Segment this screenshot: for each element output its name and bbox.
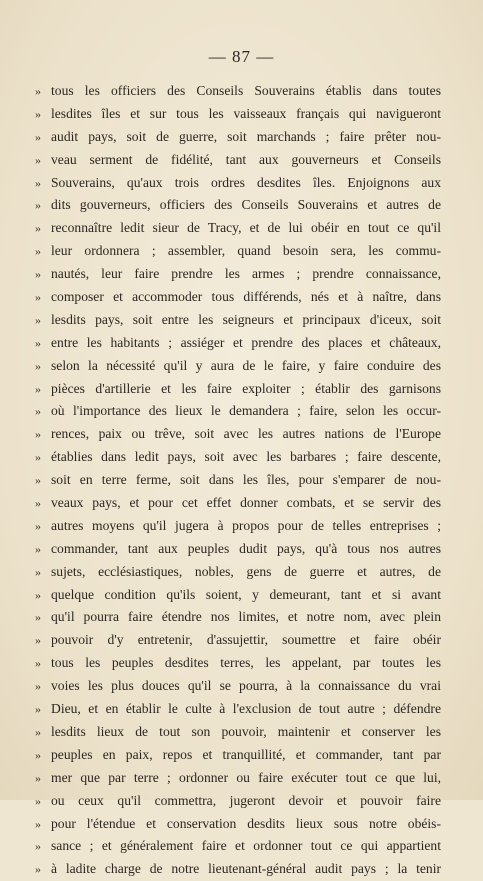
text-line [35, 172, 441, 195]
body-text [35, 80, 441, 881]
quote-mark: » [35, 496, 41, 511]
quote-mark: » [35, 793, 41, 808]
quote-mark: » [35, 427, 41, 442]
line-text: ou ceux qu'il commettra, jugeront devoir et pouvoir faire [51, 792, 441, 808]
quote-mark: » [35, 450, 41, 465]
text-line [35, 400, 441, 423]
quote-mark: » [35, 267, 41, 282]
line-text: qu'il pourra faire étendre nos limites, et notre nom, avec plein [51, 609, 441, 625]
text-line [35, 721, 441, 744]
quote-mark: » [35, 702, 41, 717]
text-line [35, 744, 441, 767]
quote-mark: » [35, 770, 41, 785]
line-text: nautés, leur faire prendre les armes ; prendre connaissance, [51, 266, 441, 282]
quote-mark: » [35, 473, 41, 488]
line-text: où l'importance des lieux le demandera ; faire, selon les occur- [51, 403, 441, 419]
line-text: composer et accommoder tous différends, nés et à naître, dans [51, 289, 441, 305]
text-line [35, 126, 441, 149]
quote-mark: » [35, 816, 41, 831]
quote-mark: » [35, 106, 41, 121]
text-line [35, 652, 441, 675]
text-line [35, 515, 441, 538]
text-line [35, 606, 441, 629]
quote-mark: » [35, 862, 41, 877]
text-line [35, 240, 441, 263]
quote-mark: » [35, 679, 41, 694]
line-text: veaux pays, et pour cet effet donner combats, et se servir des [51, 495, 441, 511]
quote-mark: » [35, 129, 41, 144]
text-line [35, 423, 441, 446]
quote-mark: » [35, 404, 41, 419]
line-text: peuples en paix, repos et tranquillité, et commander, tant par [51, 746, 441, 762]
line-text: tous les officiers des Conseils Souverains établis dans toutes [51, 83, 441, 98]
text-line [35, 194, 441, 217]
text-line [35, 355, 441, 378]
text-line [35, 767, 441, 790]
line-text: pour l'étendue et conservation desdits lieux sous notre obéis- [51, 815, 441, 831]
quote-mark: » [35, 564, 41, 579]
line-text: établies dans ledit pays, soit avec les barbares ; faire descente, [51, 449, 441, 465]
text-line [35, 469, 441, 492]
text-line [35, 446, 441, 469]
line-text: pièces d'artillerie et les faire exploiter ; établir des garnisons [51, 380, 441, 396]
quote-mark: » [35, 587, 41, 602]
quote-mark: » [35, 290, 41, 305]
text-line [35, 675, 441, 698]
quote-mark: » [35, 152, 41, 167]
line-text: lesdites îles et sur tous les vaisseaux français qui navigueront [51, 105, 441, 121]
line-text: pouvoir d'y entretenir, d'assujettir, soumettre et faire obéir [51, 632, 441, 648]
quote-mark: » [35, 633, 41, 648]
line-text: sujets, ecclésiastiques, nobles, gens de guerre et autres, de [51, 563, 441, 579]
quote-mark: » [35, 198, 41, 213]
text-line [35, 286, 441, 309]
text-line [35, 538, 441, 561]
quote-mark: » [35, 335, 41, 350]
text-line [35, 309, 441, 332]
line-text: reconnaître ledit sieur de Tracy, et de lui obéir en tout ce qu'il [51, 220, 441, 236]
text-line [35, 813, 441, 836]
quote-mark: » [35, 221, 41, 236]
quote-mark: » [35, 610, 41, 625]
line-text: lesdits lieux de tout son pouvoir, maintenir et conserver les [51, 723, 441, 739]
text-line [35, 629, 441, 652]
line-text: voies les plus douces qu'il se pourra, à la connaissance du vrai [51, 678, 441, 694]
line-text: tous les peuples desdites terres, les appelant, par toutes les [51, 655, 441, 671]
line-text: Dieu, et en établir le culte à l'exclusion de tout autre ; défendre [51, 701, 441, 717]
text-line [35, 584, 441, 607]
quote-mark: » [35, 175, 41, 190]
text-line [35, 80, 441, 103]
line-text: autres moyens qu'il jugera à propos pour de telles entreprises ; [51, 517, 441, 533]
text-line [35, 492, 441, 515]
quote-mark: » [35, 656, 41, 671]
line-text: leur ordonnera ; assembler, quand besoin sera, les commu- [51, 243, 441, 259]
text-line [35, 103, 441, 126]
line-text: sance ; et généralement faire et ordonner tout ce qui appartient [51, 838, 441, 854]
text-line [35, 698, 441, 721]
line-text: commander, tant aux peuples dudit pays, qu'à tous nos autres [51, 540, 441, 556]
line-text: audit pays, soit de guerre, soit marchands ; faire prêter nou- [51, 128, 441, 144]
quote-mark: » [35, 312, 41, 327]
quote-mark: » [35, 747, 41, 762]
text-line [35, 149, 441, 172]
quote-mark: » [35, 518, 41, 533]
line-text: entre les habitants ; assiéger et prendre des places et châteaux, [51, 334, 441, 350]
quote-mark: » [35, 724, 41, 739]
quote-mark: » [35, 839, 41, 854]
text-line [35, 263, 441, 286]
text-line [35, 561, 441, 584]
line-text: lesdits pays, soit entre les seigneurs et principaux d'iceux, soit [51, 311, 441, 327]
line-text: mer que par terre ; ordonner ou faire exécuter tout ce que lui, [51, 769, 441, 785]
text-line [35, 790, 441, 813]
line-text: veau serment de fidélité, tant aux gouverneurs et Conseils [51, 151, 441, 167]
line-text: quelque condition qu'ils soient, y demeurant, tant et si avant [51, 586, 441, 602]
quote-mark: » [35, 244, 41, 259]
line-text: selon la nécessité qu'il y aura de le faire, y faire conduire des [51, 357, 441, 373]
text-line [35, 835, 441, 858]
quote-mark: » [35, 84, 41, 98]
quote-mark: » [35, 541, 41, 556]
line-text: Souverains, qu'aux trois ordres desdites îles. Enjoignons aux [51, 174, 441, 190]
text-line [35, 378, 441, 401]
text-line [35, 332, 441, 355]
line-text: à ladite charge de notre lieutenant-général audit pays ; la tenir [51, 861, 441, 877]
line-text: dits gouverneurs, officiers des Conseils Souverains et autres de [51, 197, 441, 213]
text-line [35, 858, 441, 881]
line-text: soit en terre ferme, soit dans les îles, pour s'emparer de nou- [51, 472, 441, 488]
quote-mark: » [35, 381, 41, 396]
text-line [35, 217, 441, 240]
page-number: — 87 — [208, 47, 275, 66]
line-text: rences, paix ou trêve, soit avec les autres nations de l'Europe [51, 426, 441, 442]
quote-mark: » [35, 358, 41, 373]
